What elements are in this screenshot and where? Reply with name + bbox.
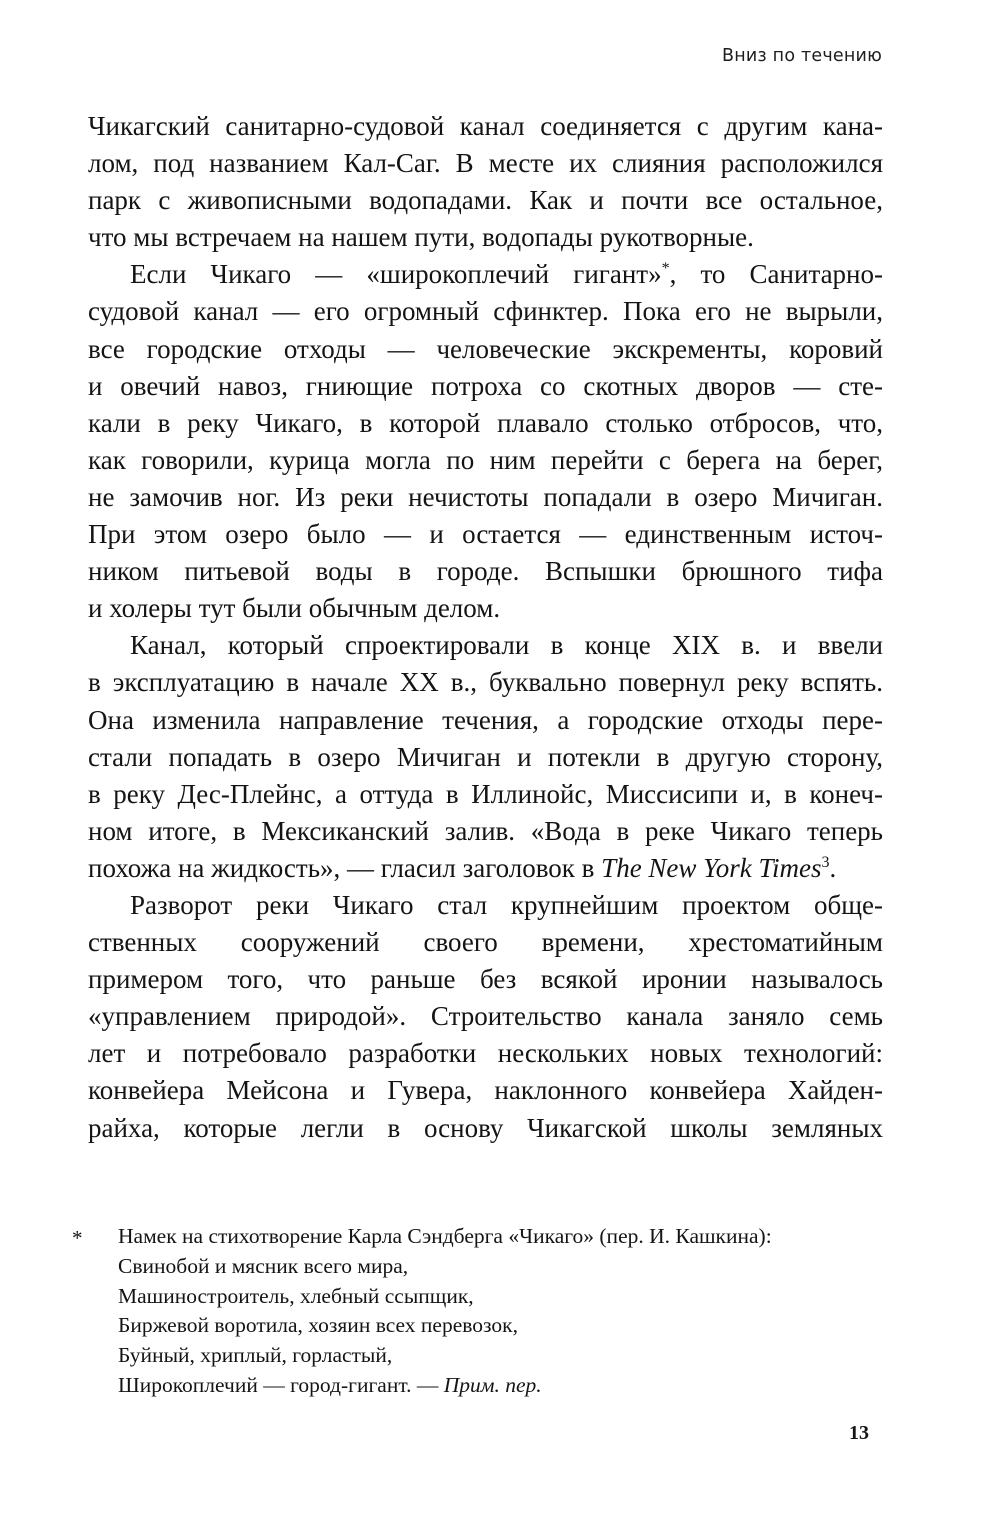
footnote-ref: * [661, 260, 670, 278]
text-line: Она изменила направление течения, а городские отходы пере- [88, 704, 883, 735]
footnote [72, 1222, 872, 1401]
footnote-line: Широкоплечий — город-гигант. — Прим. пер. [118, 1372, 542, 1397]
text-line: в реку Дес-Плейнс, а оттуда в Иллинойс, Миссисипи и, в конеч- [88, 778, 883, 809]
footnote-marker: * [72, 1226, 83, 1250]
text-line: Чикагский санитарно-судовой канал соединяется с другим кана- [88, 111, 883, 141]
text-line: и холеры тут были обычным делом. [88, 593, 501, 624]
footnote-line: Буйный, хриплый, горластый, [118, 1343, 393, 1368]
text-line: не замочив ног. Из реки нечистоты попадали в озеро Мичиган. [88, 481, 883, 512]
text-line: ником питьевой воды в городе. Вспышки брюшного тифа [88, 556, 883, 587]
text-line: примером того, что раньше без всякой иронии называлось [88, 964, 883, 995]
text-line: и овечий навоз, гниющие потроха со скотных дворов — сте- [88, 370, 883, 401]
translator-note: Прим. пер. [443, 1372, 542, 1397]
text-line: При этом озеро было — и остается — единственным источ- [88, 519, 883, 550]
text-line: Если Чикаго — «широкоплечий гигант»*, то Санитарно- [130, 259, 883, 290]
endnote-ref: 3 [821, 853, 830, 871]
text-line: похожа на жидкость», — гласил заголовок в The New York Times$^3$. [88, 852, 837, 883]
text-line: кали в реку Чикаго, в которой плавало столько отбросов, что, [88, 407, 883, 438]
text-line: Канал, который спроектировали в конце XIX в. и ввели [130, 630, 883, 661]
footnote-line: Намек на стихотворение Карла Сэндберга «Чикаго» (пер. И. Кашкина): [118, 1224, 772, 1248]
text-line: как говорили, курица могла по ним перейти с берега на берег, [88, 444, 883, 475]
newspaper-title: The New York Times [601, 852, 822, 883]
text-line: стали попадать в озеро Мичиган и потекли в другую сторону, [88, 741, 883, 772]
text-line: в эксплуатацию в начале XX в., буквально повернул реку вспять. [88, 667, 883, 698]
text-line: райха, которые легли в основу Чикагской школы земляных [88, 1112, 883, 1143]
page-number: 13 [849, 1422, 869, 1444]
footnote-line: Биржевой воротила, хозяин всех перевозок, [118, 1313, 518, 1338]
text-line: лет и потребовало разработки нескольких новых технологий: [88, 1038, 883, 1069]
text-line: судовой канал — его огромный сфинктер. Пока его не вырыли, [88, 296, 883, 327]
footnote-line: Свинобой и мясник всего мира, [118, 1253, 409, 1278]
body-text [88, 108, 883, 1147]
text-line: все городские отходы — человеческие экскременты, коровий [88, 333, 883, 364]
text-line: «управлением природой». Строительство канала заняло семь [88, 1001, 883, 1032]
footnote-line: Машиностроитель, хлебный ссыпщик, [118, 1283, 474, 1308]
text-line: конвейера Мейсона и Гувера, наклонного конвейера Хайден- [88, 1075, 883, 1106]
text-line: Разворот реки Чикаго стал крупнейшим проектом обще- [130, 889, 883, 920]
running-header: Вниз по течению [721, 46, 882, 66]
text-line: парк с живописными водопадами. Как и почти все остальное, [88, 185, 883, 216]
text-line: что мы встречаем на нашем пути, водопады рукотворные. [88, 222, 754, 253]
text-line: ном итоге, в Мексиканский залив. «Вода в реке Чикаго теперь [88, 815, 883, 846]
text-line: ственных сооружений своего времени, хрестоматийным [88, 927, 883, 958]
text-line: лом, под названием Кал-Саг. В месте их слияния расположился [88, 148, 883, 179]
